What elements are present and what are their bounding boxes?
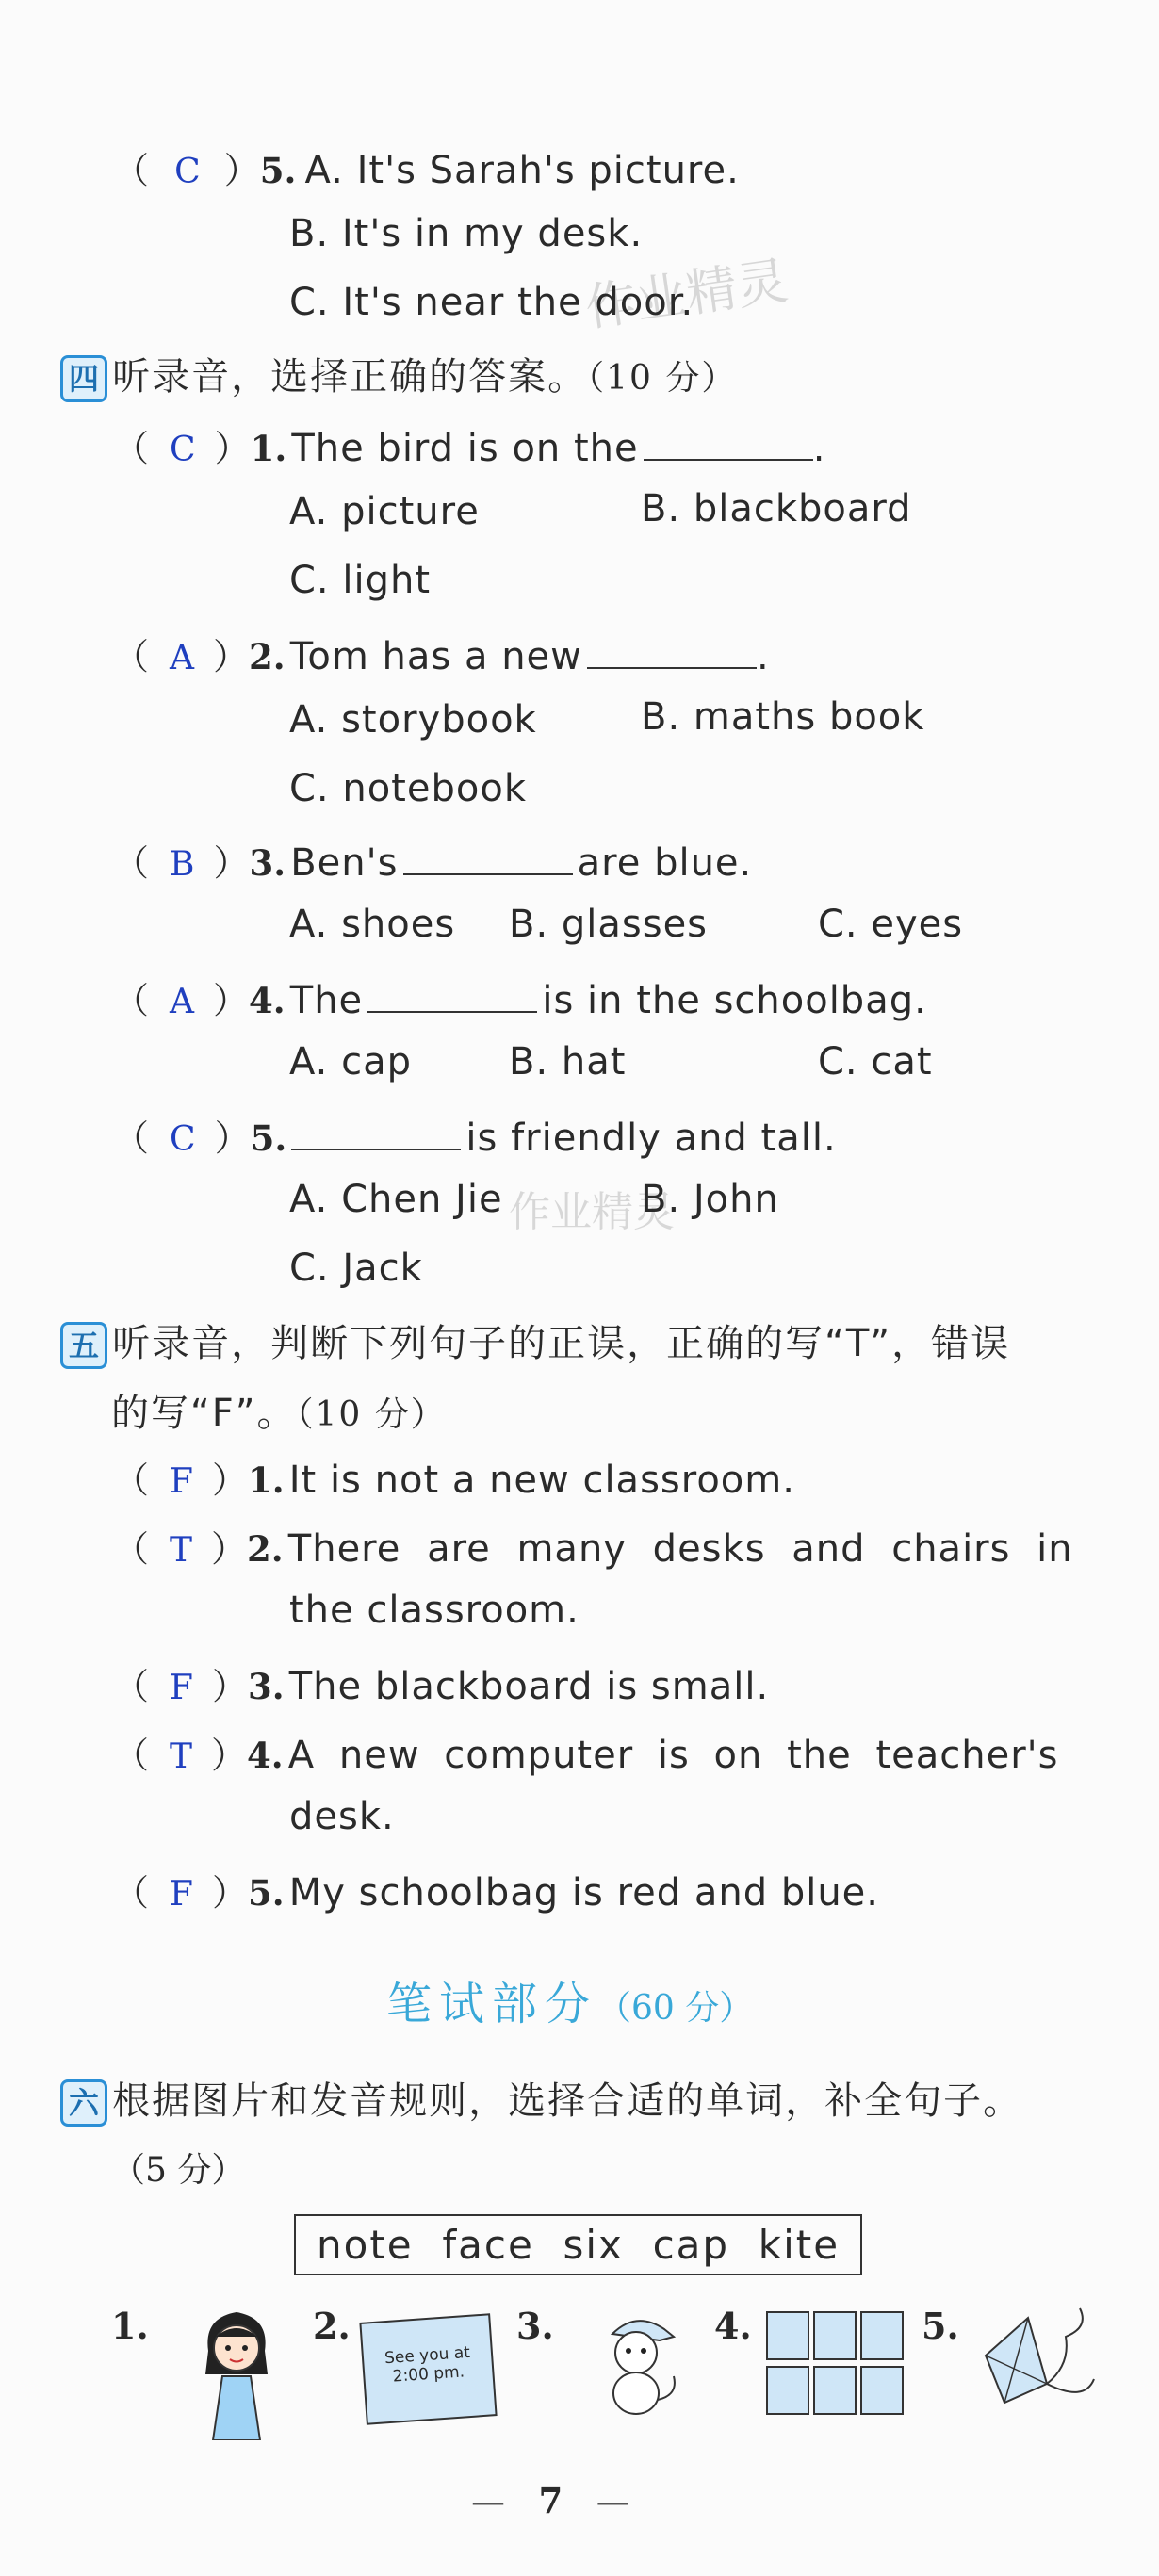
section-title: 根据图片和发音规则，选择合适的单词，补全句子。 xyxy=(112,2079,1023,2123)
option: B. blackboard xyxy=(641,487,912,530)
answer-blank xyxy=(367,983,537,1013)
six-books-image xyxy=(761,2307,912,2420)
option: C. light xyxy=(289,559,432,602)
question-row: （ C ）1. The bird is on the . xyxy=(113,427,826,470)
option: A. shoes xyxy=(289,903,456,946)
option: A. Chen Jie xyxy=(289,1178,503,1221)
word-box: note face six cap kite xyxy=(294,2214,862,2275)
answer: C xyxy=(170,1120,196,1159)
question-row: （ A ）4. The is in the schoolbag. xyxy=(113,979,927,1022)
kite-image xyxy=(976,2299,1099,2421)
option: C. cat xyxy=(818,1040,933,1084)
page-number: — 7 — xyxy=(471,2480,630,2521)
section-badge: 四 xyxy=(60,355,107,402)
option: C. Jack xyxy=(289,1247,423,1290)
watermark: 作业精灵 xyxy=(509,1188,675,1236)
section-badge: 五 xyxy=(60,1322,107,1369)
option: A. storybook xyxy=(289,698,537,742)
answer: B xyxy=(170,845,195,884)
girl-face-image xyxy=(185,2299,288,2440)
answer-blank xyxy=(291,1120,461,1150)
part-title: 笔试部分（60 分） xyxy=(386,1978,754,2030)
question-row: （ A ）2. Tom has a new . xyxy=(113,635,770,678)
section-title: 听录音，判断下列句子的正误，正确的写“T”，错误 xyxy=(112,1322,1011,1365)
answer: A xyxy=(170,983,195,1021)
option: B. John xyxy=(641,1178,779,1221)
section-badge: 六 xyxy=(60,2079,107,2127)
question-row: （ C ）5. is friendly and tall. xyxy=(113,1117,837,1160)
question-row: （ B ）3. Ben's are blue. xyxy=(113,841,753,885)
cat-cap-image xyxy=(584,2301,688,2423)
question-row: （ F ）3. The blackboard is small. xyxy=(113,1665,770,1708)
section-header: 四 听录音，选择正确的答案。（10 分） xyxy=(60,347,737,402)
answer: F xyxy=(170,1875,193,1914)
answer: T xyxy=(170,1531,193,1570)
option: B. glasses xyxy=(509,903,709,946)
section-header xyxy=(60,2071,1022,2127)
option: B. hat xyxy=(509,1040,627,1084)
option: A. cap xyxy=(289,1040,412,1084)
answer: T xyxy=(170,1737,193,1776)
section-header xyxy=(60,1313,1010,1369)
answer-blank xyxy=(403,845,573,875)
question-row: （ T ）2. There are many desks and chairs in xyxy=(113,1527,1073,1571)
answer: F xyxy=(170,1462,193,1501)
option: C. eyes xyxy=(818,903,964,946)
answer: F xyxy=(170,1669,193,1707)
option: C. It's near the door. xyxy=(289,281,694,324)
watermark: 作业精灵 xyxy=(581,251,792,338)
section-title: 听录音，选择正确的答案。 xyxy=(112,355,588,399)
option: B. maths book xyxy=(641,695,925,739)
option: C. notebook xyxy=(289,767,527,810)
question-row: （ F ）1. It is not a new classroom. xyxy=(113,1459,795,1502)
answer-blank xyxy=(587,639,757,669)
answer: C xyxy=(170,431,196,469)
note-image: See you at 2:00 pm. xyxy=(359,2313,497,2424)
option: A. picture xyxy=(289,490,480,533)
question-row: （ F ）5. My schoolbag is red and blue. xyxy=(113,1871,879,1915)
question-row: （ C ）5. A. It's Sarah's picture. xyxy=(113,149,740,192)
answer-blank xyxy=(644,431,813,461)
answer: C xyxy=(174,153,201,191)
option: B. It's in my desk. xyxy=(289,212,644,255)
answer: A xyxy=(170,639,195,677)
question-row: （ T ）4. A new computer is on the teacher's xyxy=(113,1734,1059,1777)
